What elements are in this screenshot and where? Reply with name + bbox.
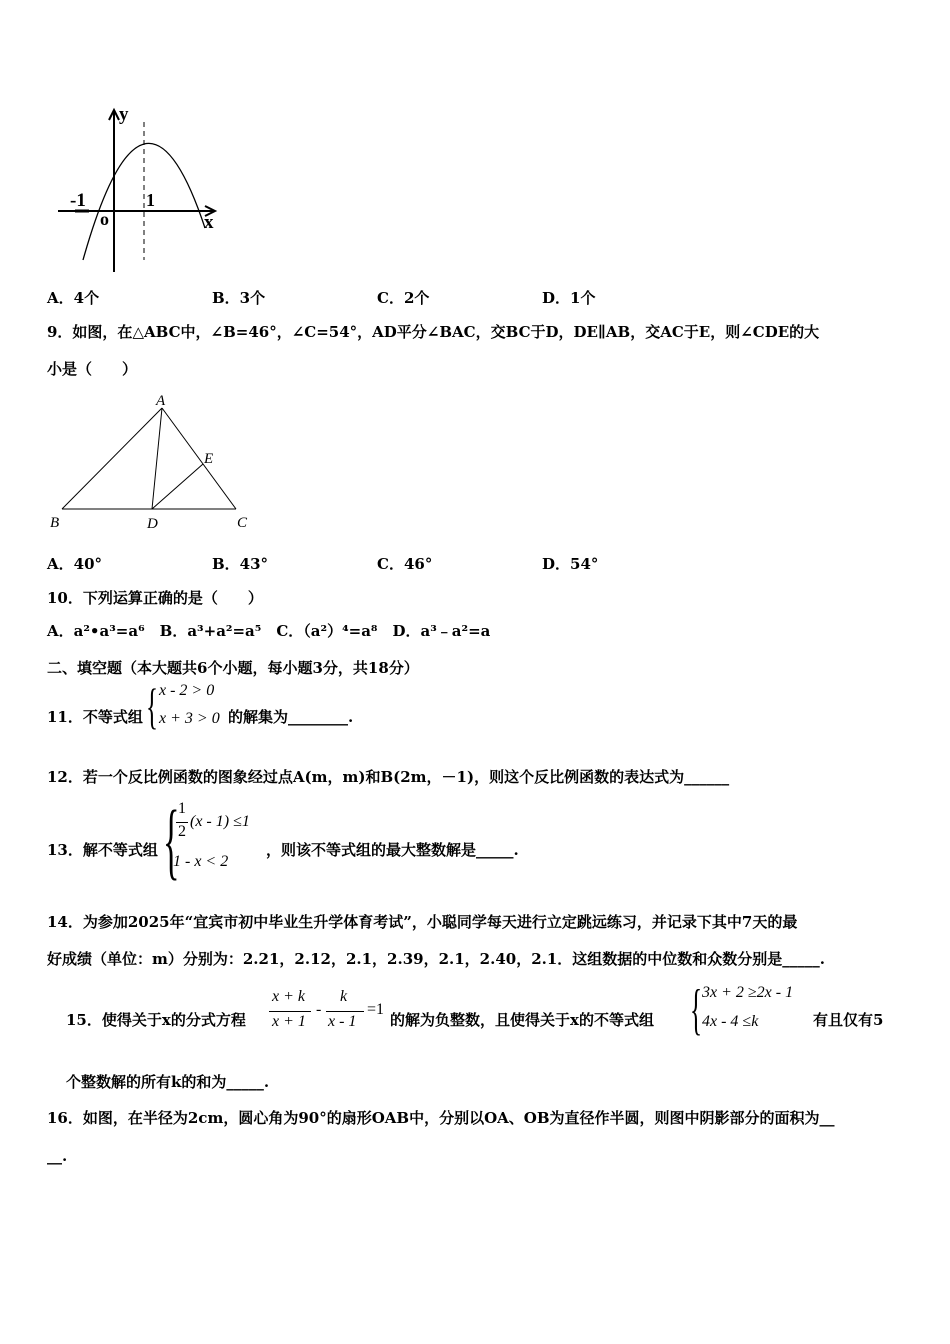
q13-prefix: 13．解不等式组	[47, 841, 158, 859]
q16-stem-line1: 16．如图，在半径为2cm，圆心角为90°的扇形OAB中，分别以OA、OB为直径作半圆，则图中阴影部分的面积为__	[47, 1109, 835, 1127]
q13-suffix: ，则该不等式组的最大整数解是_____.	[266, 841, 519, 859]
q9-stem-line2: 小是（ ）	[47, 360, 138, 378]
q14-stem-line1: 14．为参加2025年“宜宾市初中毕业生升学体育考试”，小聪同学每天进行立定跳远练习，并记录下其中7天的最	[47, 913, 798, 931]
q15-line2: 个整数解的所有k的和为_____.	[66, 1073, 270, 1091]
q11-eq2: x + 3 > 0	[159, 710, 220, 727]
q15-middle: 的解为负整数，且使得关于x的不等式组	[390, 1011, 654, 1029]
q15-ineq2: 4x - 4 ≤k	[702, 1013, 759, 1030]
q9-stem-line1: 9．如图，在△ABC中，∠B=46°，∠C=54°，AD平分∠BAC，交BC于D，DE∥AB，交AC于E，则∠CDE的大	[47, 323, 820, 341]
label-b: B	[50, 515, 60, 531]
q15-frac2-num: k	[340, 988, 348, 1005]
q8-option-a: A．4个	[47, 289, 100, 307]
q13-eq1-den: 2	[178, 823, 186, 840]
q9-option-b: B．43°	[212, 555, 269, 573]
q15-frac1-num: x + k	[272, 988, 305, 1005]
q10-options: A．a²•a³=a⁶ B．a³+a²=a⁵ C．（a²）⁴=a⁸ D．a³﹣a²=a	[47, 622, 491, 640]
q11-eq1: x - 2 > 0	[159, 682, 215, 699]
q15-suffix: 有且仅有5	[813, 1011, 884, 1029]
section-heading-fill-in: 二、填空题（本大题共6个小题，每小题3分，共18分）	[47, 659, 419, 677]
q14-stem-line2: 好成绩（单位：m）分别为：2.21，2.12，2.1，2.39，2.1，2.40，2.1．这组数据的中位数和众数分别是_____.	[47, 950, 826, 968]
graph-origin-label: o	[100, 209, 109, 229]
label-c: C	[237, 515, 248, 531]
label-d: D	[147, 516, 158, 532]
q11-prefix: 11．不等式组	[47, 708, 143, 726]
q15-frac1-bar	[269, 1011, 311, 1012]
graph-x-label: x	[204, 212, 214, 233]
q13-eq2: 1 - x < 2	[173, 853, 229, 870]
q15-prefix: 15．使得关于x的分式方程	[66, 1011, 246, 1029]
label-a: A	[156, 393, 166, 409]
label-e: E	[204, 451, 214, 467]
q11-brace: {	[146, 678, 158, 734]
graph-y-label: y	[119, 104, 129, 125]
q15-brace: {	[690, 979, 703, 1041]
q15-frac2-den: x - 1	[328, 1013, 357, 1030]
q9-option-a: A．40°	[47, 555, 103, 573]
q11-suffix: 的解集为________.	[228, 708, 354, 726]
graph-neg-one-label: -1	[70, 190, 86, 211]
triangle-figure	[40, 388, 270, 536]
q16-stem-line2: __.	[47, 1147, 68, 1165]
q13-brace: {	[163, 792, 180, 888]
q8-option-b: B．3个	[212, 289, 266, 307]
graph-one-label: 1	[146, 190, 155, 210]
q15-frac2-bar	[326, 1011, 364, 1012]
side-ab	[62, 408, 162, 509]
q9-option-c: C．46°	[377, 555, 433, 573]
parabola-graph	[55, 100, 230, 275]
q15-minus: -	[316, 1001, 322, 1018]
q15-equals: =1	[367, 1001, 385, 1018]
q15-frac1-den: x + 1	[272, 1013, 306, 1030]
side-ac	[162, 408, 236, 509]
segment-de	[152, 464, 203, 509]
q9-option-d: D．54°	[542, 555, 599, 573]
q13-eq1-rest: (x - 1) ≤1	[190, 813, 250, 830]
q12-stem: 12．若一个反比例函数的图象经过点A(m，m)和B(2m，－1)，则这个反比例函数的表达式为______	[47, 768, 730, 786]
segment-ad	[152, 408, 162, 509]
q13-eq1-num: 1	[178, 800, 186, 817]
q15-ineq1: 3x + 2 ≥2x - 1	[702, 984, 794, 1001]
q8-option-d: D．1个	[542, 289, 596, 307]
q10-stem: 10．下列运算正确的是（ ）	[47, 589, 263, 607]
q8-option-c: C．2个	[377, 289, 430, 307]
